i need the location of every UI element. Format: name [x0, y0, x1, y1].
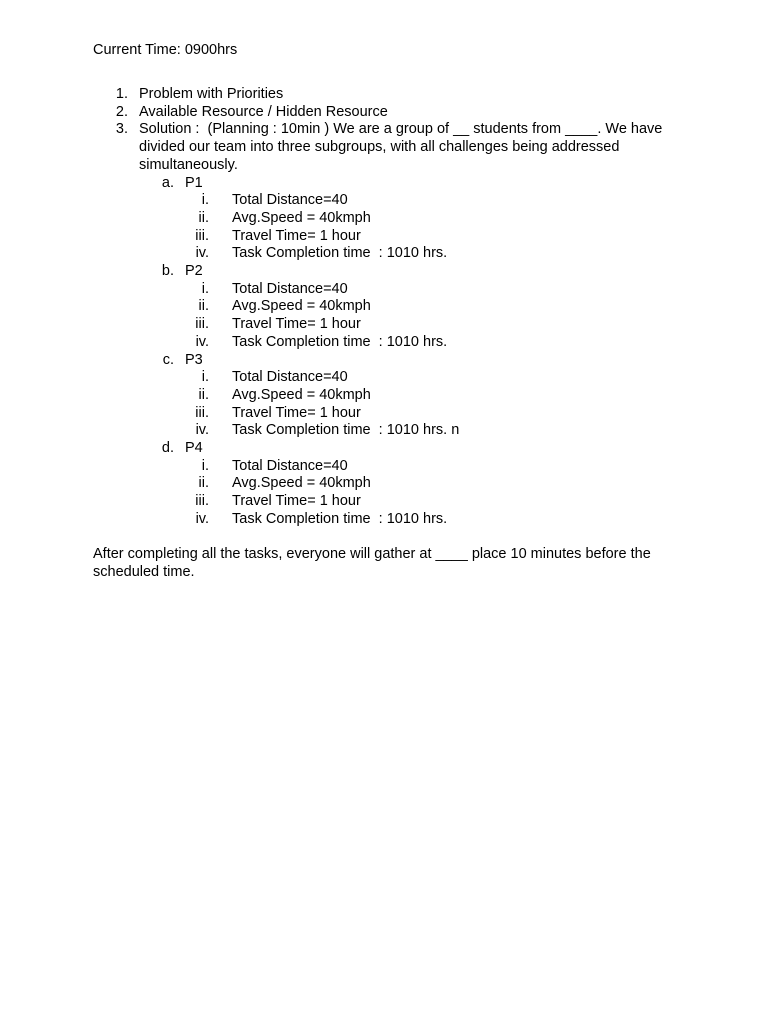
closing-line1: After completing all the tasks, everyone will gather at ____ place 10 minutes before the	[93, 546, 651, 562]
subgroup-marker-c: c.	[162, 351, 174, 368]
item-marker: iv.	[195, 333, 209, 350]
travel-time: Travel Time= 1 hour	[232, 493, 361, 510]
item-marker: i.	[201, 192, 209, 209]
list-marker-3: 3.	[115, 121, 128, 138]
item-marker: ii.	[198, 209, 209, 226]
avg-speed: Avg.Speed = 40kmph	[232, 209, 371, 226]
task-completion-time: Task Completion time : 1010 hrs.	[232, 510, 448, 527]
list-item-solution-line1: Solution : (Planning : 10min ) We are a group of __ students from ____. We have	[139, 121, 663, 138]
item-marker: iii.	[195, 316, 209, 333]
avg-speed: Avg.Speed = 40kmph	[232, 475, 371, 492]
list-item-problem: Problem with Priorities	[139, 86, 284, 102]
subgroup-label-p2: P2	[185, 263, 203, 279]
item-marker: iii.	[195, 227, 209, 244]
list-item-solution-line2: divided our team into three subgroups, with all challenges being addressed	[139, 139, 620, 156]
task-completion-time: Task Completion time : 1010 hrs.	[232, 333, 448, 350]
subgroup-marker-b: b.	[161, 263, 174, 279]
item-marker: i.	[201, 457, 209, 474]
list-item-solution-line3: simultaneously.	[139, 156, 238, 173]
total-distance: Total Distance=40	[232, 457, 348, 474]
total-distance: Total Distance=40	[232, 192, 348, 209]
closing-line2: scheduled time.	[93, 564, 195, 580]
current-time: Current Time: 0900hrs	[93, 42, 238, 58]
avg-speed: Avg.Speed = 40kmph	[232, 298, 371, 315]
subgroup-marker-a: a.	[161, 174, 174, 191]
total-distance: Total Distance=40	[232, 369, 348, 386]
item-marker: i.	[201, 369, 209, 386]
list-item-resource: Available Resource / Hidden Resource	[139, 103, 388, 120]
list-marker-2: 2.	[115, 103, 128, 120]
task-completion-time: Task Completion time : 1010 hrs. n	[232, 422, 460, 439]
subgroup-label-p3: P3	[185, 351, 203, 368]
travel-time: Travel Time= 1 hour	[232, 316, 361, 333]
travel-time: Travel Time= 1 hour	[232, 227, 361, 244]
item-marker: i.	[201, 280, 209, 297]
travel-time: Travel Time= 1 hour	[232, 404, 361, 421]
list-marker-1: 1.	[115, 86, 128, 102]
item-marker: iv.	[195, 510, 209, 527]
subgroup-label-p1: P1	[185, 174, 203, 191]
item-marker: ii.	[198, 386, 209, 403]
subgroup-marker-d: d.	[161, 440, 174, 456]
total-distance: Total Distance=40	[232, 280, 348, 297]
avg-speed: Avg.Speed = 40kmph	[232, 386, 371, 403]
item-marker: iii.	[195, 404, 209, 421]
item-marker: iv.	[195, 422, 209, 439]
item-marker: iii.	[195, 493, 209, 510]
subgroup-label-p4: P4	[185, 440, 203, 456]
task-completion-time: Task Completion time : 1010 hrs.	[232, 245, 448, 262]
item-marker: ii.	[198, 475, 209, 492]
item-marker: ii.	[198, 298, 209, 315]
item-marker: iv.	[195, 245, 209, 262]
